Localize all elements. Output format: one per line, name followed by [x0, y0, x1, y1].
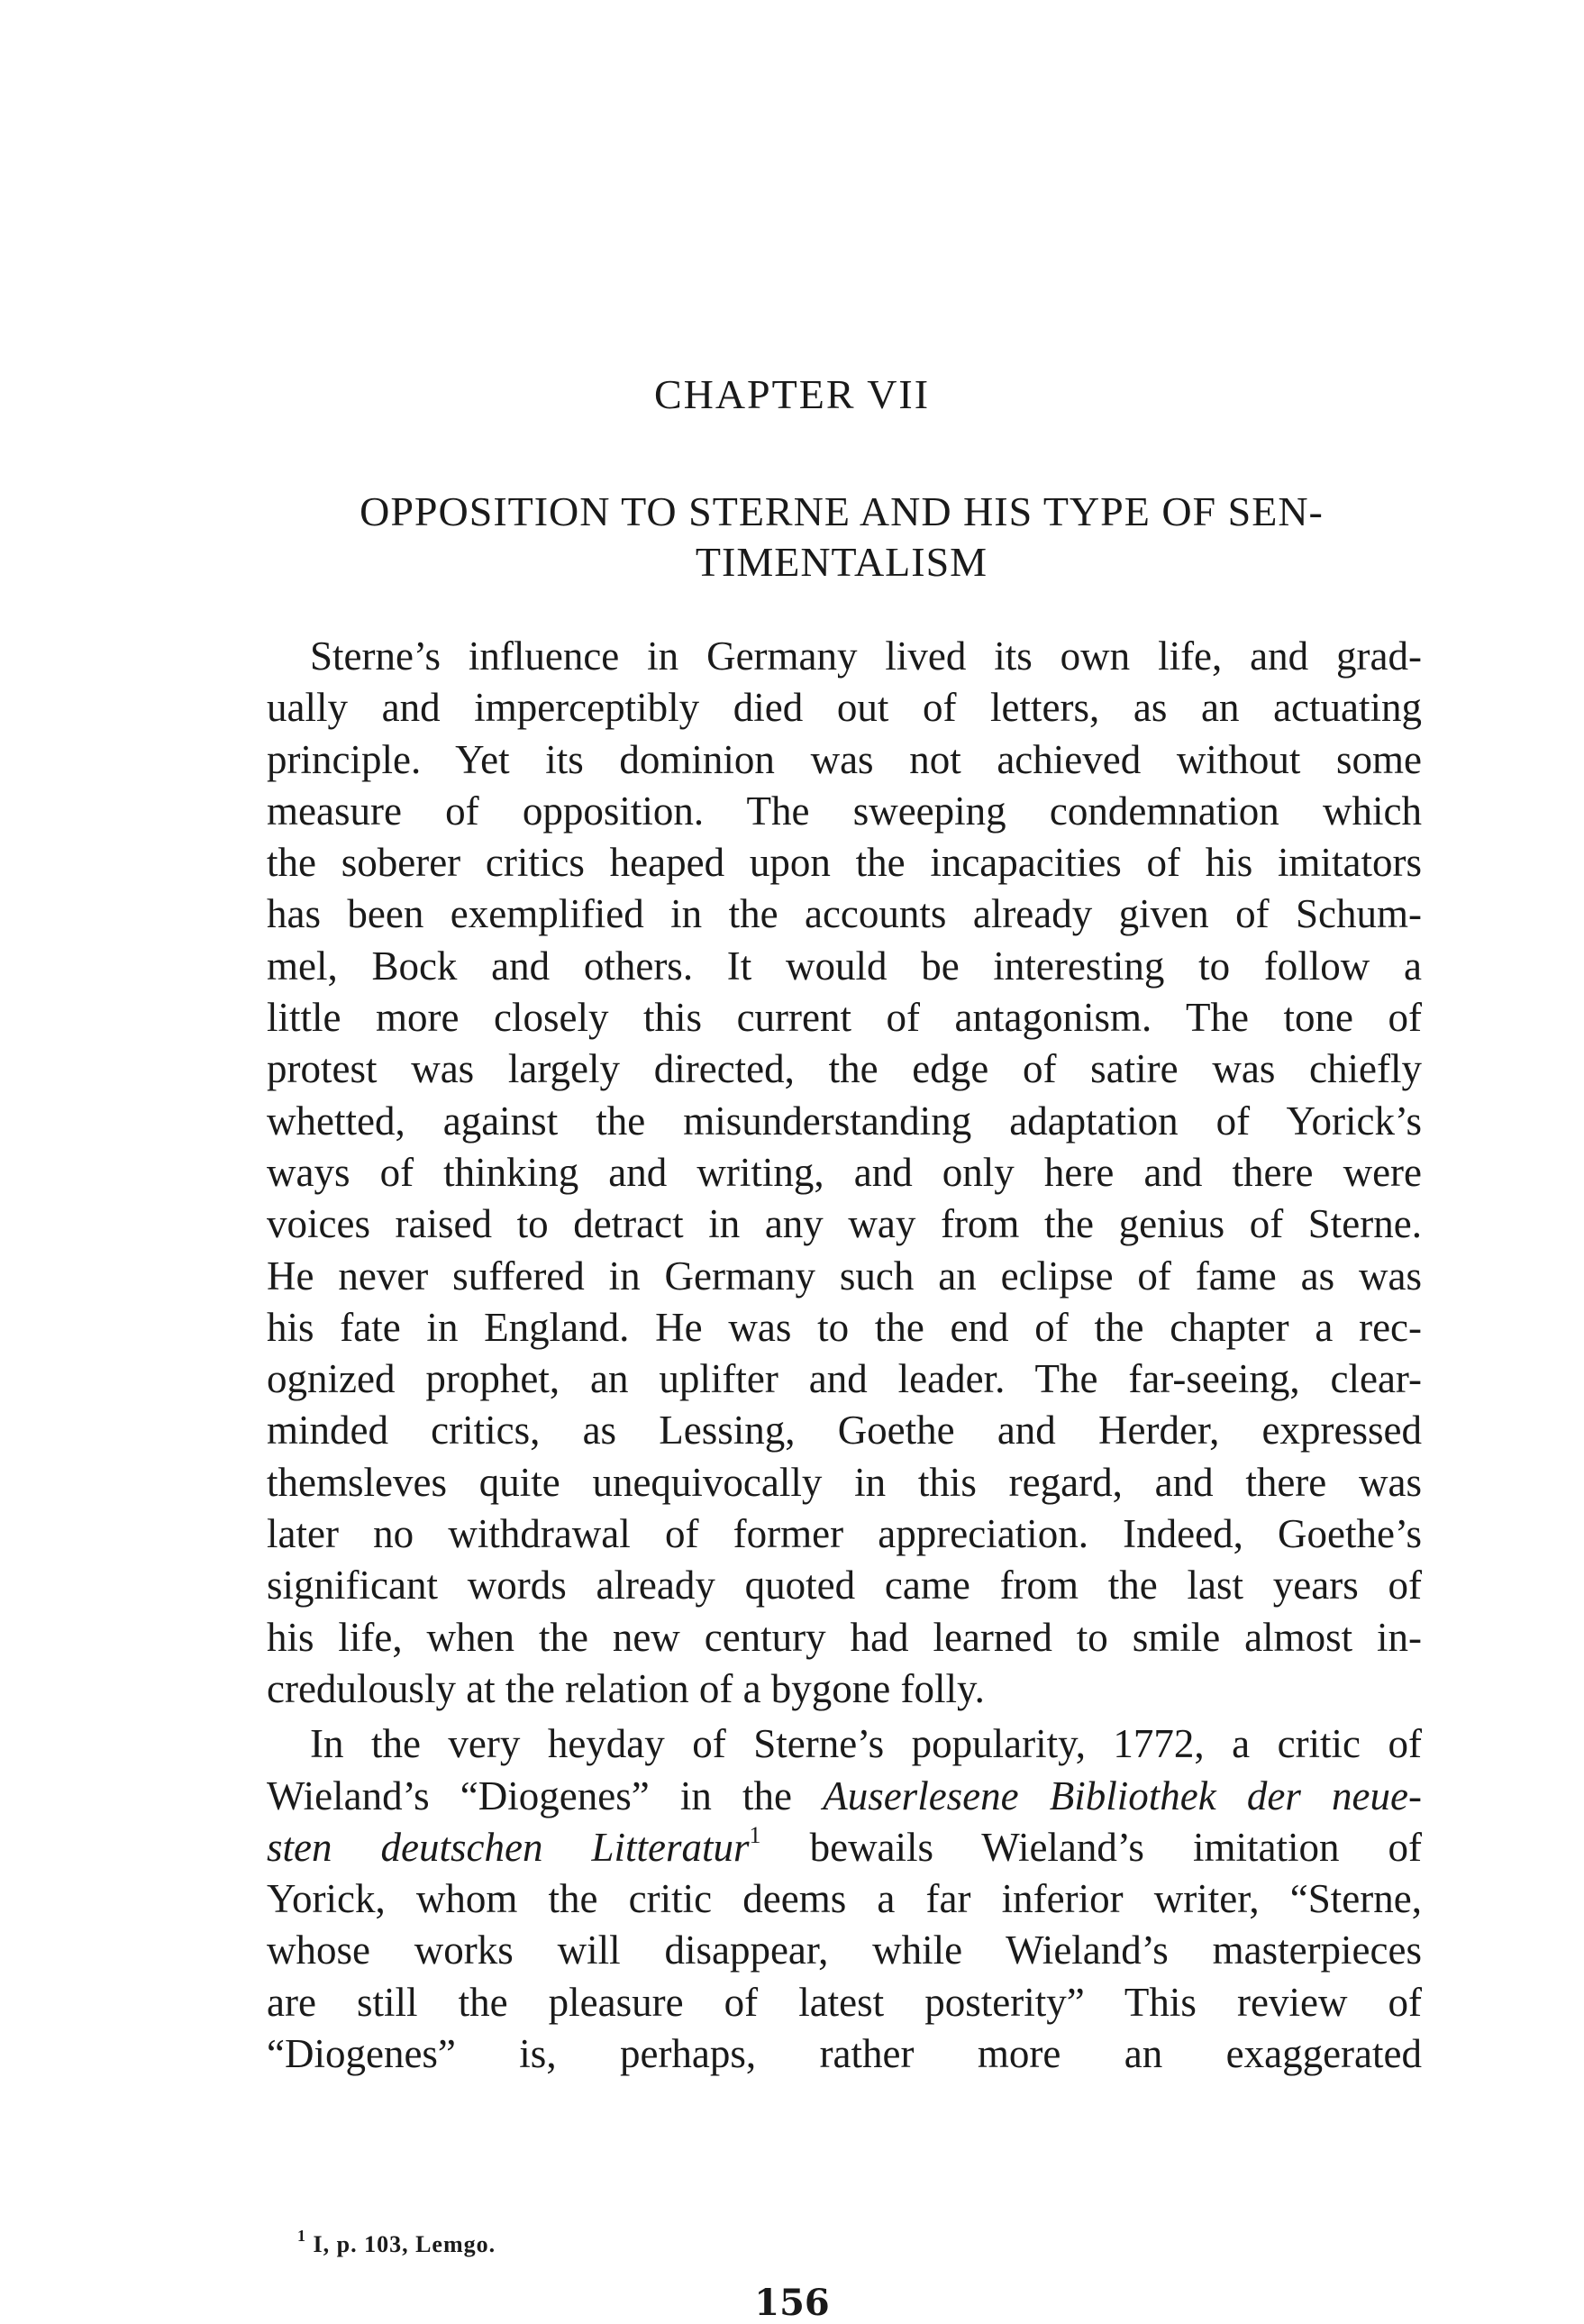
text-line: ognized prophet, an uplifter and leader. The far-seeing, clear-: [267, 1356, 1422, 1402]
text-line: Wieland’s “Diogenes” in the Auserlesene Bibliothek der neue-: [267, 1773, 1422, 1818]
chapter-number: CHAPTER VII: [653, 371, 931, 417]
chapter-title-line: TIMENTALISM: [695, 539, 988, 585]
text-line: “Diogenes” is, perhaps, rather more an exaggerated: [267, 2031, 1422, 2077]
text-line: ways of thinking and writing, and only here and there were: [267, 1149, 1422, 1195]
text-line: the soberer critics heaped upon the incapacities of his imitators: [267, 840, 1422, 886]
text-line: He never suffered in Germany such an eclipse of fame as was: [267, 1253, 1422, 1299]
text-line: Yorick, whom the critic deems a far inferior writer, “Sterne,: [267, 1876, 1422, 1922]
text-line: Sterne’s influence in Germany lived its own life, and grad-: [310, 633, 1422, 679]
text-line: measure of opposition. The sweeping condemnation which: [267, 788, 1422, 834]
text-line: minded critics, as Lessing, Goethe and Herder, expressed: [267, 1408, 1422, 1454]
text-line: his fate in England. He was to the end of the chapter a rec-: [267, 1304, 1422, 1350]
text-line: protest was largely directed, the edge of satire was chiefly: [267, 1046, 1422, 1092]
text-line: later no withdrawal of former appreciation. Indeed, Goethe’s: [267, 1511, 1422, 1557]
text-line: sten deutschen Litteratur$^1$ bewails Wieland’s imitation of: [267, 1821, 1422, 1870]
text-line: little more closely this current of antagonism. The tone of: [267, 995, 1422, 1041]
italic-title: sten deutschen Litteratur: [267, 1824, 750, 1870]
footnote-marker: 1: [749, 1821, 761, 1848]
footnote: $^1$ I, p. 103, Lemgo.: [297, 2227, 496, 2257]
text-line: his life, when the new century had learned to smile almost in-: [267, 1614, 1422, 1660]
text-line: whetted, against the misunderstanding adaptation of Yorick’s: [267, 1098, 1422, 1144]
text-line: principle. Yet its dominion was not achieved without some: [267, 736, 1422, 782]
chapter-title: [263, 487, 1420, 588]
paragraph: [267, 1718, 1422, 2080]
italic-title: Auserlesene Bibliothek der neue-: [823, 1773, 1422, 1818]
footnote-marker: 1: [297, 2227, 306, 2246]
text-line: voices raised to detract in any way from the genius of Sterne.: [267, 1201, 1422, 1247]
text-line: credulously at the relation of a bygone folly.: [267, 1665, 985, 1711]
body-text: [267, 631, 1422, 2080]
text-line: In the very heyday of Sterne’s popularity, 1772, a critic of: [310, 1721, 1422, 1767]
paragraph: [267, 631, 1422, 1715]
text-line: ually and imperceptibly died out of letters, as an actuating: [267, 685, 1422, 731]
text-line: significant words already quoted came from the last years of: [267, 1563, 1422, 1609]
page-number: 156: [754, 2282, 830, 2324]
chapter-title-line: OPPOSITION TO STERNE AND HIS TYPE OF SEN-: [360, 488, 1324, 534]
text-line: themsleves quite unequivocally in this regard, and there was: [267, 1459, 1422, 1505]
text-line: has been exemplified in the accounts already given of Schum-: [267, 891, 1422, 937]
text-line: are still the pleasure of latest posterity” This review of: [267, 1979, 1422, 2025]
text-line: whose works will disappear, while Wieland’s masterpieces: [267, 1928, 1422, 1973]
text-line: mel, Bock and others. It would be interesting to follow a: [267, 943, 1422, 989]
